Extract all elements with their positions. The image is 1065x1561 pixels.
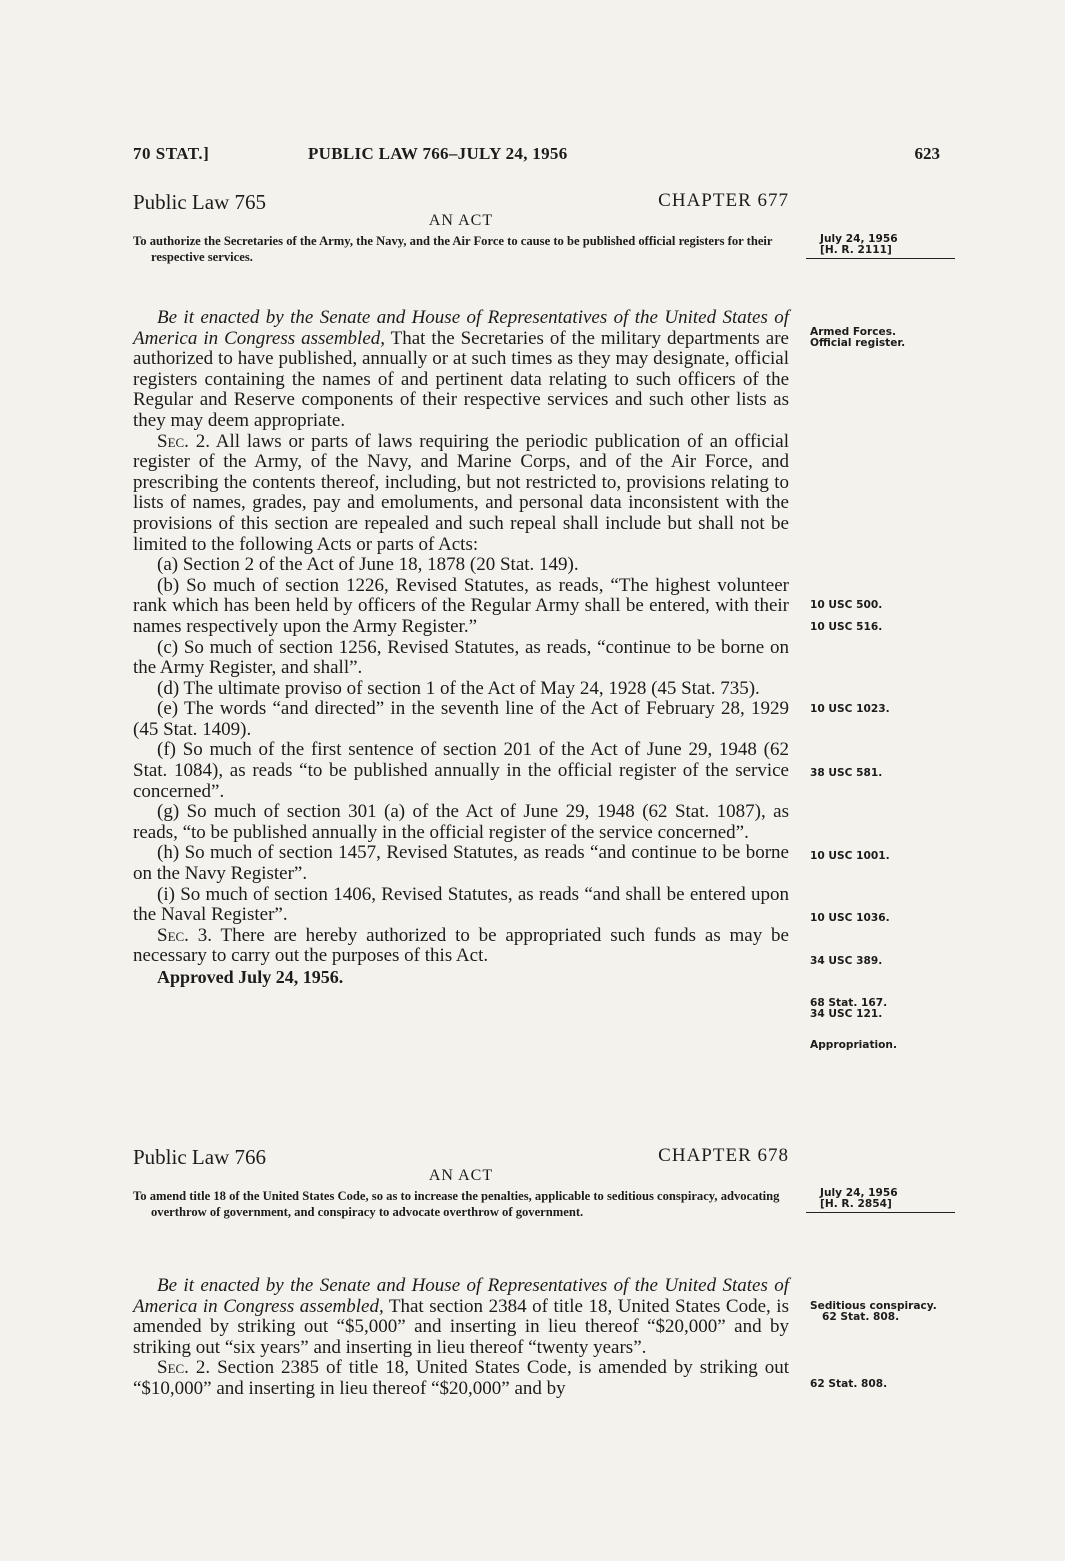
list-item-h: (h) So much of section 1457, Revised Statutes, as reads “and continue to be borne on the Navy Register”. xyxy=(133,842,789,885)
margin-note-line: 34 USC 121. xyxy=(810,1008,883,1020)
margin-date: July 24, 1956 xyxy=(820,1187,898,1199)
section-2-label: Sec. 2. xyxy=(157,1357,211,1379)
law-number: Public Law 766 xyxy=(133,1145,266,1169)
margin-bill-number: [H. R. 2854] xyxy=(820,1198,892,1210)
section-3-paragraph xyxy=(133,926,789,967)
act-title: To authorize the Secretaries of the Army, the Navy, and the Air Force to cause to be published official registers for their respective services. xyxy=(133,234,773,264)
section-2-paragraph xyxy=(133,432,789,556)
chapter-number: CHAPTER 677 xyxy=(658,190,789,211)
list-item-d: (d) The ultimate proviso of section 1 of the Act of May 24, 1928 (45 Stat. 735). xyxy=(157,677,760,699)
section-3-label: Sec. 3. xyxy=(157,924,212,946)
margin-note-line: Official register. xyxy=(810,337,906,349)
law-766-header xyxy=(133,1145,789,1220)
chapter-number: CHAPTER 678 xyxy=(658,1145,789,1166)
margin-note-armed-forces xyxy=(806,327,945,349)
margin-date-block xyxy=(806,1188,955,1213)
margin-date: July 24, 1956 xyxy=(820,233,898,245)
margin-date-block xyxy=(806,234,955,259)
margin-note-line: 68 Stat. 167. xyxy=(810,997,888,1009)
list-item-b: (b) So much of section 1226, Revised Statutes, as reads, “The highest volunteer rank which has been held by officers of the Regular Army shall be entered, with their names respectively upon the Army Register.” xyxy=(133,574,789,637)
act-title: To amend title 18 of the United States Code, so as to increase the penalties, applicable to seditious conspiracy, advocating overthrow of government, and conspiracy to advocate overthrow of government. xyxy=(133,1189,780,1219)
margin-note-usc-h: 34 USC 389. xyxy=(810,955,883,967)
law-765-body xyxy=(133,270,789,988)
margin-note-usc-g: 10 USC 1036. xyxy=(810,912,890,924)
margin-note-usc-i xyxy=(806,998,945,1020)
section-1-text: That the Secretaries of the military departments are authorized to have published, annually or at such times as they may designate, official registers containing the names of and pertinent data relating to such officers of the Regular and Reserve components of their respective services and such other lists as they may deem appropriate. xyxy=(133,327,789,431)
margin-note-appropriation: Appropriation. xyxy=(810,1039,897,1051)
margin-note-line: Seditious conspiracy. xyxy=(810,1300,937,1312)
section-2-text: All laws or parts of laws requiring the periodic publication of an official register of the Army, of the Navy, and Marine Corps, and of the Air Force, and prescribing the contents thereof, including, but not restricted to, provisions relating to lists of names, grades, pay and emoluments, and personal data inconsistent with the provisions of this section are repealed and such repeal shall include but shall not be limited to the following Acts or parts of Acts: xyxy=(133,430,789,555)
volume-label: 70 STAT.] xyxy=(133,144,210,163)
enacting-paragraph xyxy=(133,308,789,432)
law-765-header xyxy=(133,190,789,265)
page-number: 623 xyxy=(914,144,940,163)
list-item-c: (c) So much of section 1256, Revised Statutes, as reads, “continue to be borne on the Army Register, and shall”. xyxy=(133,636,789,679)
margin-bill-number: [H. R. 2111] xyxy=(820,244,892,256)
section-2-paragraph xyxy=(133,1358,789,1399)
list-item-f: (f) So much of the first sentence of section 201 of the Act of June 29, 1948 (62 Stat. 1084), as reads “to be published annually in the official register of the service concerned”. xyxy=(133,739,789,802)
margin-note-usc-c: 10 USC 1023. xyxy=(810,703,890,715)
running-title: PUBLIC LAW 766–JULY 24, 1956 xyxy=(308,144,568,163)
list-item-e: (e) The words “and directed” in the seventh line of the Act of February 28, 1929 (45 Stat. 1409). xyxy=(133,698,789,740)
enacting-clause: Be it enacted by the Senate and House of Representatives of the United States of America in Congress assembled, xyxy=(133,307,789,349)
section-2-text: Section 2385 of title 18, United States Code, is amended by striking out “$10,000” and inserting in lieu thereof “$20,000” and by xyxy=(133,1357,790,1399)
margin-note-usc-b: 10 USC 516. xyxy=(810,621,883,633)
list-item-a: (a) Section 2 of the Act of June 18, 1878 (20 Stat. 149). xyxy=(157,554,579,576)
enacting-clause: Be it enacted by the Senate and House of Representatives of the United States of America in Congress assembled, xyxy=(133,1275,789,1317)
list-item-i: (i) So much of section 1406, Revised Statutes, as reads “and shall be entered upon the Naval Register”. xyxy=(133,883,789,926)
margin-note-line: Armed Forces. xyxy=(810,326,897,338)
margin-note-line: 62 Stat. 808. xyxy=(822,1311,900,1323)
margin-note-usc-d: 38 USC 581. xyxy=(810,767,883,779)
margin-note-seditious xyxy=(806,1301,940,1323)
margin-note-usc-a: 10 USC 500. xyxy=(810,599,883,611)
list-item-g: (g) So much of section 301 (a) of the Act of June 29, 1948 (62 Stat. 1087), as reads, “to be published annually in the official register of the service concerned”. xyxy=(133,801,789,843)
enacting-paragraph xyxy=(133,1276,789,1358)
approval-date: Approved July 24, 1956. xyxy=(157,967,344,987)
section-2-label: Sec. 2. xyxy=(157,430,210,452)
law-766-body xyxy=(133,1238,789,1400)
an-act-heading: AN ACT xyxy=(428,1167,494,1184)
section-3-text: There are hereby authorized to be appropriated such funds as may be necessary to carry out the purposes of this Act. xyxy=(133,924,789,967)
law-number: Public Law 765 xyxy=(133,190,266,214)
an-act-heading: AN ACT xyxy=(428,212,494,229)
section-1-text: That section 2384 of title 18, United States Code, is amended by striking out “$5,000” and inserting in lieu thereof “$20,000” and by striking out “six years” and inserting in lieu thereof “twenty years”. xyxy=(133,1295,789,1358)
margin-note-usc-f: 10 USC 1001. xyxy=(810,850,890,862)
running-head xyxy=(133,144,940,168)
margin-note-stat: 62 Stat. 808. xyxy=(810,1378,888,1390)
